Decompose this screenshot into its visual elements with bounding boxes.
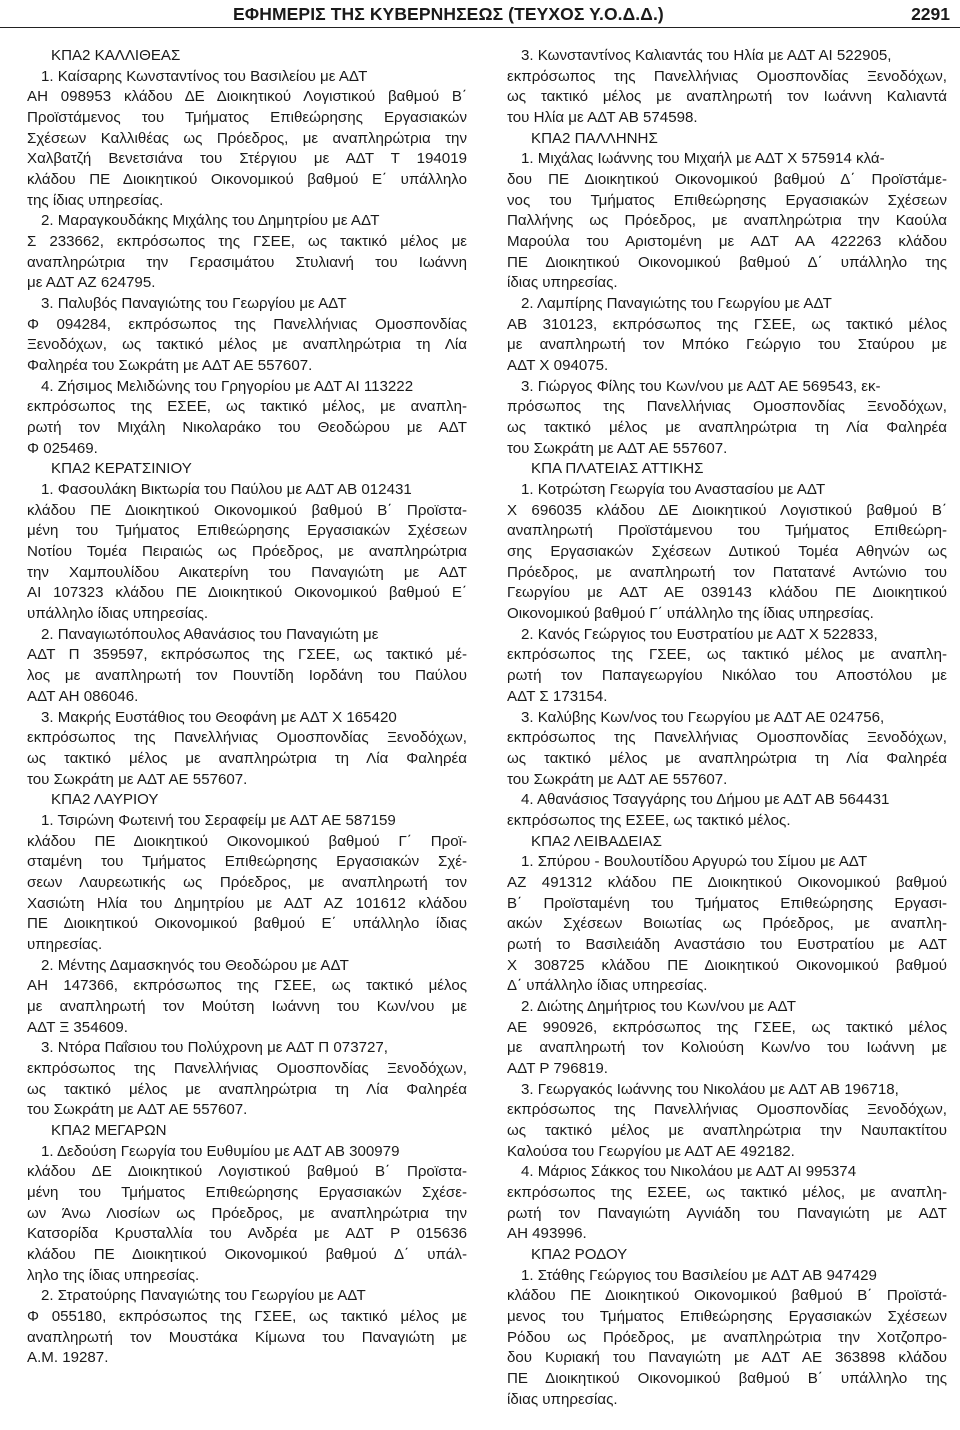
gazette-title: ΕΦΗΜΕΡΙΣ ΤΗΣ ΚΥΒΕΡΝΗΣΕΩΣ (ΤΕΥΧΟΣ Υ.Ο.Δ.Δ.) (233, 4, 664, 24)
text-line: 1. Μιχάλας Ιωάννης του Μιχαήλ με ΑΔΤ Χ 575914 κλά- (521, 150, 885, 168)
text-line: 1. Φασουλάκη Βικτωρία του Παύλου με ΑΔΤ ΑΒ 012431 (41, 481, 412, 499)
text-line: 1. Καίσαρης Κωνσταντίνος του Βασιλείου με ΑΔΤ (41, 67, 368, 85)
text-line: του Σωκράτη με ΑΔΤ ΑΕ 557607. (27, 770, 248, 788)
text-line: αναπληρώτρια την Γερασιμάτου Στυλιανή του Ιωάννη (27, 253, 467, 271)
text-line: σεων Λαυρεωτικής ως Πρόεδρος, με αναπληρωτή τον (27, 873, 467, 891)
text-line: 4. Αθανάσιος Τσαγγάρης του Δήμου με ΑΔΤ ΑΒ 564431 (521, 791, 890, 809)
text-line: κλάδου ΔΕ Διοικητικού Λογιστικού βαθμού Β΄ Προϊστα- (27, 1163, 467, 1181)
text-line: εκπρόσωπος της Πανελλήνιας Ομοσπονδίας Ξενοδόχων, (27, 729, 467, 747)
text-line: Χαλβατζή Βενετσιάνα του Στέργιου με ΑΔΤ Τ 194019 (27, 150, 467, 168)
text-line: 1. Κοτρώτση Γεωργία του Αναστασίου με ΑΔΤ (521, 481, 826, 499)
text-line: δου ΠΕ Διοικητικού Οικονομικού βαθμού Δ΄ Προϊστάμε- (507, 171, 947, 189)
text-line: σταμένη του Τμήματος Επιθεώρησης Εργασιακών Σχέ- (27, 853, 467, 871)
text-line: 3. Παλυβός Παναγιώτης του Γεωργίου με ΑΔΤ (41, 295, 347, 313)
text-line: λος με αναπληρωτή τον Πουντίδη Ιορδάνη του Παύλου (27, 667, 467, 685)
text-line: 3. Κωνσταντίνος Καλιαντάς του Ηλία με ΑΔΤ ΑΙ 522905, (521, 47, 892, 64)
text-line: 3. Γεωργακός Ιωάννης του Νικολάου με ΑΔΤ ΑΒ 196718, (521, 1080, 899, 1098)
text-line: Νοτίου Τομέα Πειραιώς ως Πρόεδρος, με αναπληρώτρια (27, 543, 467, 561)
text-line: 4. Μάριος Σάκκος του Νικολάου με ΑΔΤ ΑΙ 995374 (521, 1163, 857, 1181)
text-line: κλάδου ΠΕ Διοικητικού Οικονομικού βαθμού Γ΄ Προϊ- (27, 832, 467, 850)
page-number: 2291 (911, 4, 950, 24)
text-line: ΑΔΤ ΑΗ 086046. (27, 687, 139, 705)
text-line: σης Εργασιακών Σχέσεων Δυτικού Τομέα Αθηνών ως (507, 543, 947, 561)
text-line: ληλο της ίδιας υπηρεσίας. (27, 1266, 200, 1284)
text-line: ΑΗ 098953 κλάδου ΔΕ Διοικητικού Λογιστικού βαθμού Β΄ (27, 88, 467, 106)
page-header (0, 0, 960, 36)
text-line: 2. Κανός Γεώργιος του Ευστρατίου με ΑΔΤ Χ 522833, (521, 625, 878, 643)
section-heading: ΚΠΑ ΠΛΑΤΕΙΑΣ ΑΤΤΙΚΗΣ (531, 460, 704, 478)
text-line: Σ 233662, εκπρόσωπος της ΓΣΕΕ, ως τακτικό μέλος με (27, 233, 467, 251)
text-line: ίδιας υπηρεσίας. (507, 274, 618, 292)
section-heading: ΚΠΑ2 ΚΑΛΛΙΘΕΑΣ (51, 47, 181, 64)
text-line: Γεωργίου με ΑΔΤ ΑΕ 039143 κλάδου ΠΕ Διοικητικού (507, 584, 947, 602)
text-line: ΑΙ 107323 κλάδου ΠΕ Διοικητικού Οικονομικού βαθμού Ε΄ (27, 584, 467, 602)
text-line: Ξενοδόχων, ως τακτικό μέλος με αναπληρώτρια τη Λία (27, 336, 467, 354)
text-line: ως τακτικό μέλος με αναπληρώτρια τη Λία Φαληρέα (507, 749, 947, 767)
text-line: Ρόδου ως Πρόεδρος, με αναπληρώτρια την Χοτζοπρο- (507, 1328, 947, 1346)
text-line: 4. Ζήσιμος Μελιδώνης του Γρηγορίου με ΑΔΤ ΑΙ 113222 (41, 377, 414, 395)
text-line: ΑΗ 147366, εκπρόσωπος της ΓΣΕΕ, ως τακτικό μέλος (27, 977, 467, 995)
text-line: ως τακτικό μέλος με αναπληρώτρια τη Λία Φαληρέα (27, 1080, 467, 1098)
text-line: με αναπληρωτή τον Κολιούση Κων/νο του Ιωάννη με (507, 1039, 947, 1057)
text-line: 2. Διώτης Δημήτριος του Κων/νου με ΑΔΤ (521, 997, 796, 1015)
text-line: ΑΖ 491312 κλάδου ΠΕ Διοικητικού Οικονομικού βαθμού (507, 873, 947, 891)
text-line: Κατσορίδα Κρυσταλλία του Ανδρέα με ΑΔΤ Ρ 015636 (27, 1225, 467, 1243)
text-line: αναπληρωτή τον Μουστάκα Κίμωνα του Παναγιώτη με (27, 1328, 467, 1346)
text-line: 3. Μακρής Ευστάθιος του Θεοφάνη με ΑΔΤ Χ 165420 (41, 708, 397, 726)
text-line: 3. Γιώργος Φίλης του Κων/νου με ΑΔΤ ΑΕ 569543, εκ- (521, 377, 881, 395)
text-line: 2. Παναγιωτόπουλος Αθανάσιος του Παναγιώτη με (41, 625, 379, 643)
text-line: ως τακτικό μέλος με αναπληρώτρια τη Λία Φαληρέα (507, 419, 947, 437)
text-line: εκπρόσωπος της Πανελλήνιας Ομοσπονδίας Ξενοδόχων, (27, 1059, 467, 1077)
text-line: Φ 094284, εκπρόσωπος της Πανελλήνιας Ομοσπονδίας (27, 315, 467, 333)
text-line: ρωτή το Βασιλειάδη Αναστάσιο του Ευστρατίου με ΑΔΤ (507, 935, 947, 953)
text-line: Χασιώτη Ηλία του Δημητρίου με ΑΔΤ ΑΖ 101612 κλάδου (27, 894, 467, 912)
text-line: εκπρόσωπος της Πανελλήνιας Ομοσπονδίας Ξενοδόχων, (507, 67, 947, 85)
section-heading: ΚΠΑ2 ΛΕΙΒΑΔΕΙΑΣ (531, 832, 663, 850)
text-line: με ΑΔΤ ΑΖ 624795. (27, 274, 156, 292)
text-line: Φ 055180, εκπρόσωπος της ΓΣΕΕ, ως τακτικό μέλος με (27, 1307, 467, 1325)
text-line: ΑΔΤ Χ 094075. (507, 357, 609, 375)
text-line: ΑΔΤ Ξ 354609. (27, 1018, 128, 1036)
text-line: ίδιας υπηρεσίας. (507, 1390, 618, 1408)
text-line: Β΄ Προϊσταμένη του Τμήματος Επιθεώρησης Εργασι- (507, 894, 947, 912)
text-line: ως τακτικό μέλος με αναπληρώτρια την Ναυπακτίτου (507, 1121, 947, 1139)
text-line: δου Κυριακή του Παναγιώτη με ΑΔΤ ΑΕ 363898 κλάδου (507, 1349, 947, 1367)
text-line: ρωτή τον Μιχάλη Νικολαράκο του Θεοδώρου με ΑΔΤ (27, 419, 467, 437)
header-divider (0, 27, 960, 28)
text-line: ΑΔΤ Ρ 796819. (507, 1059, 608, 1077)
text-line: ων Άνω Λιοσίων ως Πρόεδρος, με αναπληρώτρια την (27, 1204, 467, 1222)
text-line: 1. Σπύρου - Βουλουτίδου Αργυρώ του Σίμου με ΑΔΤ (521, 853, 868, 871)
text-line: ΑΗ 493996. (507, 1225, 587, 1243)
text-line: Προϊστάμενος του Τμήματος Επιθεώρησης Εργασιακών (27, 109, 467, 127)
text-line: ΠΕ Διοικητικού Οικονομικού βαθμού Δ΄ υπάλληλο της (507, 253, 947, 271)
text-line: 2. Μέντης Δαμασκηνός του Θεοδώρου με ΑΔΤ (41, 956, 349, 974)
right-column (507, 46, 947, 1410)
text-line: με αναπληρωτή τον Μούτση Ιωάννη του Κων/νου με (27, 997, 467, 1015)
text-line: με αναπληρωτή τον Μπόκο Γεώργιο του Σταύρου με (507, 336, 947, 354)
text-line: ΑΕ 990926, εκπρόσωπος της ΓΣΕΕ, ως τακτικό μέλος (507, 1018, 947, 1036)
text-line: Α.Μ. 19287. (27, 1349, 109, 1367)
text-line: 1. Στάθης Γεώργιος του Βασιλείου με ΑΔΤ ΑΒ 947429 (521, 1266, 877, 1284)
text-line: Χ 696035 κλάδου ΔΕ Διοικητικού Λογιστικού βαθμού Β΄ (507, 501, 947, 519)
text-line: της ίδιας υπηρεσίας. (27, 191, 164, 209)
text-line: 2. Λαμπίρης Παναγιώτης του Γεωργίου με ΑΔΤ (521, 295, 832, 313)
text-line: ΑΔΤ Σ 173154. (507, 687, 608, 705)
text-line: πρόσωπος της Πανελλήνιας Ομοσπονδίας Ξενοδόχων, (507, 398, 947, 416)
text-line: Καλούσα του Γεωργίου με ΑΔΤ ΑΕ 492182. (507, 1142, 795, 1160)
section-heading: ΚΠΑ2 ΠΑΛΛΗΝΗΣ (531, 129, 658, 147)
text-line: 3. Καλύβης Κων/νος του Γεωργίου με ΑΔΤ ΑΕ 024756, (521, 708, 885, 726)
section-heading: ΚΠΑ2 ΜΕΓΑΡΩΝ (51, 1121, 167, 1139)
text-line: του Σωκράτη με ΑΔΤ ΑΕ 557607. (507, 770, 728, 788)
text-line: του Σωκράτη με ΑΔΤ ΑΕ 557607. (507, 439, 728, 457)
text-line: εκπρόσωπος της ΕΣΕΕ, ως τακτικό μέλος. (507, 811, 791, 829)
text-line: Χ 308725 κλάδου ΠΕ Διοικητικού Οικονομικού βαθμού (507, 956, 947, 974)
text-line: Παλλήνης ως Πρόεδρος, με αναπληρώτρια την Καούλα (507, 212, 947, 230)
text-line: μένη του Τμήματος Επιθεώρησης Εργασιακών Σχέσεων (27, 522, 467, 540)
text-line: Φ 025469. (27, 439, 98, 457)
text-line: υπάλληλο ίδιας υπηρεσίας. (27, 605, 209, 623)
text-line: την Χαμπουλίδου Αικατερίνη του Παναγιώτη με ΑΔΤ (27, 563, 467, 581)
text-line: νος του Τμήματος Επιθεώρησης Εργασιακών Σχέσεων (507, 191, 947, 209)
text-line: 2. Στρατούρης Παναγιώτης του Γεωργίου με ΑΔΤ (41, 1287, 366, 1305)
text-line: εκπρόσωπος της ΕΣΕΕ, ως τακτικό μέλος, με αναπλη- (27, 398, 467, 416)
left-column (27, 46, 467, 1369)
text-line: υπηρεσίας. (27, 935, 103, 953)
section-heading: ΚΠΑ2 ΛΑΥΡΙΟΥ (51, 791, 159, 809)
text-line: ακών Σχέσεων Βοιωτίας ως Πρόεδρος, με αναπλη- (507, 915, 947, 933)
text-line: ρωτή τον Παναγιώτη Αγνιάδη του Παναγιώτη με ΑΔΤ (507, 1204, 947, 1222)
text-line: ρωτή τον Παπαγεωργίου Νικόλαο του Αποστόλου με (507, 667, 947, 685)
text-line: Οικονομικού βαθμού Γ΄ υπάλληλο της ίδιας υπηρεσίας. (507, 605, 874, 623)
text-line: του Σωκράτη με ΑΔΤ ΑΕ 557607. (27, 1101, 248, 1119)
text-line: αναπληρωτή Προϊστάμενου του Τμήματος Επιθεώρη- (507, 522, 947, 540)
text-line: ως τακτικό μέλος με αναπληρώτρια τη Λία Φαληρέα (27, 749, 467, 767)
text-line: εκπρόσωπος της ΕΣΕΕ, ως τακτικό μέλος, με αναπλη- (507, 1183, 947, 1201)
text-line: κλάδου ΠΕ Διοικητικού Οικονομικού βαθμού Β΄ Προϊστα- (27, 501, 467, 519)
text-line: 3. Ντόρα Παΐσιου του Πολύχρονη με ΑΔΤ Π 073727, (41, 1039, 388, 1057)
text-line: ΑΒ 310123, εκπρόσωπος της ΓΣΕΕ, ως τακτικό μέλος (507, 315, 947, 333)
text-line: ως τακτικό μέλος με αναπληρωτή τον Ιωάννη Καλιαντά (507, 88, 947, 106)
text-line: Πρόεδρος, με αναπληρωτή τον Πατατανέ Αντώνιο του (507, 563, 947, 581)
text-line: εκπρόσωπος της Πανελλήνιας Ομοσπονδίας Ξενοδόχων, (507, 1101, 947, 1119)
text-line: κλάδου ΠΕ Διοικητικού Οικονομικού βαθμού Ε΄ υπάλληλο (27, 171, 467, 189)
text-line: εκπρόσωπος της Πανελλήνιας Ομοσπονδίας Ξενοδόχων, (507, 729, 947, 747)
section-heading: ΚΠΑ2 ΡΟΔΟΥ (531, 1245, 628, 1263)
text-line: μενος του Τμήματος Επιθεώρησης Εργασιακών Σχέσεων (507, 1307, 947, 1325)
text-line: Φαληρέα του Σωκράτη με ΑΔΤ ΑΕ 557607. (27, 357, 313, 375)
text-line: Σχέσεων Καλλιθέας ως Πρόεδρος, με αναπληρώτρια την (27, 129, 467, 147)
text-line: 2. Μαραγκουδάκης Μιχάλης του Δημητρίου με ΑΔΤ (41, 212, 380, 230)
section-heading: ΚΠΑ2 ΚΕΡΑΤΣΙΝΙΟΥ (51, 460, 192, 478)
text-line: Μαρούλα του Αριστομένη με ΑΔΤ ΑΑ 422263 κλάδου (507, 233, 947, 251)
text-line: ΠΕ Διοικητικού Οικονομικού βαθμού Ε΄ υπάλληλο ίδιας (27, 915, 467, 933)
text-line: ΠΕ Διοικητικού Οικονομικού βαθμού Β΄ υπάλληλο της (507, 1370, 947, 1387)
text-line: εκπρόσωπος της ΓΣΕΕ, ως τακτικό μέλος με αναπλη- (507, 646, 947, 664)
text-line: 1. Δεδούση Γεωργία του Ευθυμίου με ΑΔΤ ΑΒ 300979 (41, 1142, 400, 1160)
text-line: 1. Τσιρώνη Φωτεινή του Σεραφείμ με ΑΔΤ ΑΕ 587159 (41, 811, 396, 829)
text-line: κλάδου ΠΕ Διοικητικού Οικονομικού βαθμού Δ΄ υπάλ- (27, 1245, 467, 1263)
text-line: κλάδου ΠΕ Διοικητικού Οικονομικού βαθμού Β΄ Προϊστά- (507, 1287, 947, 1305)
text-line: του Ηλία με ΑΔΤ ΑΒ 574598. (507, 109, 698, 127)
text-line: μένη του Τμήματος Επιθεώρησης Εργασιακών Σχέσε- (27, 1183, 467, 1201)
text-line: Δ΄ υπάλληλο ίδιας υπηρεσίας. (507, 977, 708, 995)
text-line: ΑΔΤ Π 359597, εκπρόσωπος της ΓΣΕΕ, ως τακτικό μέ- (27, 646, 467, 664)
